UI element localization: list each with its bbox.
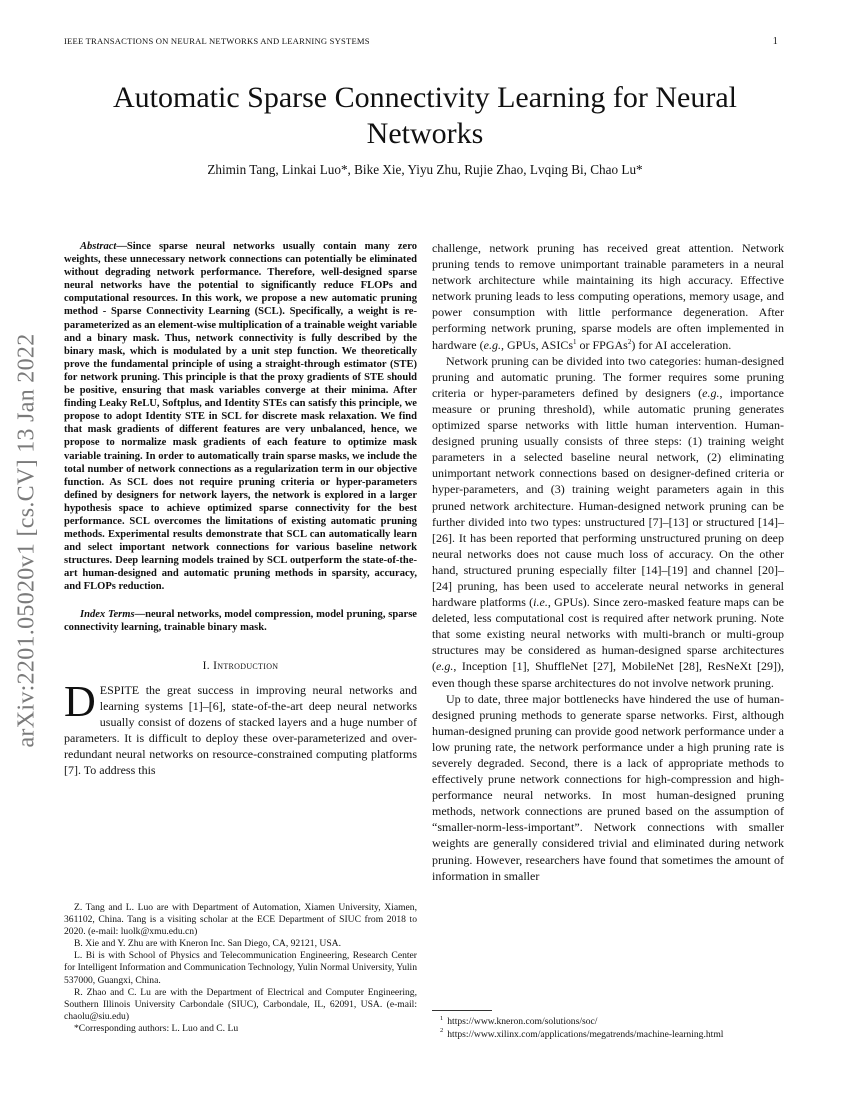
footnote-url: https://www.kneron.com/solutions/soc/ — [447, 1016, 598, 1027]
abbreviation-eg: e.g. — [436, 659, 454, 674]
footnote-mark: 1 — [440, 1014, 444, 1022]
abbreviation-eg: e.g. — [483, 337, 501, 352]
footnote-marker-1: 1 — [573, 337, 577, 346]
section-title-text: Introduction — [213, 659, 279, 672]
intro-paragraph-1-text: the great success in improving neural networks and learning systems [1]–[6], state-of-the-art deep neural networks usually consist of dozens of stacked layers and a huge number of parameters. It is difficult to deploy these over-parameterized and over-redundant neural networks on resource-constrained computing platforms [7]. To address this — [64, 682, 417, 778]
text-run: ) for AI acceleration. — [631, 337, 732, 352]
section-numeral: I. — [202, 659, 214, 672]
corresponding-author-note: *Corresponding authors: L. Luo and C. Lu — [74, 1022, 239, 1034]
paper-title: Automatic Sparse Connectivity Learning for Neural Networks — [113, 81, 737, 150]
affiliation-footnote: R. Zhao and C. Lu are with the Department of Electrical and Computer Engineering, Southern Illinois University Carbondale (SIUC), Carbondale, IL, 62091, USA. (e-mail: chaolu@siu.edu) — [64, 986, 417, 1022]
text-run: challenge, network pruning has received great attention. Network pruning tends to remove unimportant trainable parameters in a neural network architecture while maintaining its high accuracy. Effective network pruning leads to less computing operations, memory usage, and power consumption with little performance degeneration. After performing network pruning, sparse models are often implemented in hardware ( — [432, 241, 784, 352]
intro-paragraph-3: Up to date, three major bottlenecks have hindered the use of human-designed pruning methods to generate sparse networks. First, although human-designed pruning can provide good network performance under a low pruning rate, the network performance under a high pruning rate is severely degraded. Second, there is a lack of appropriate methods to effectively prune network connections for high-compression and high-performance neural networks. In most human-designed pruning methods, network connections are pruned based on the assumption of “smaller-norm-less-important”. Network connections with smaller weights are generally considered trivial and eliminated during network pruning. However, researchers have found that sometimes the amount of information in smaller — [432, 691, 784, 883]
affiliation-footnote: B. Xie and Y. Zhu are with Kneron Inc. San Diego, CA, 92121, USA. — [74, 938, 341, 950]
intro-paragraph-2 — [432, 353, 784, 691]
text-run: or FPGAs — [576, 337, 628, 352]
text-run: , importance measure or pruning threshold), while automatic pruning generates optimized sparse networks with little human intervention. Human-designed pruning usually consists of three steps: (1) training weight parameters in a selected baseline neural network, (2) eliminating unimportant network connections based on designer-defined criteria or hyper-parameters, and (3) training weight parameters again in this pruned network architecture. Human-designed network pruning can be further divided into two types: unstructured [7]–[13] or structured [14]–[26]. It has been reported that performing unstructured pruning on deep neural networks does not cause much loss of accuracy. On the other hand, structured pruning especially filter [14]–[19] and channel [20]–[24] pruning, has been used to accelerate neural networks in general hardware platforms ( — [432, 385, 785, 610]
intro-paragraph-1 — [64, 676, 417, 779]
footnote-rule — [432, 1010, 492, 1011]
abstract-text: —Since sparse neural networks usually contain many zero weights, these unnecessary network connections can potentially be eliminated without degrading network performance. Therefore, well-designed sparse neural networks have the potential to significantly reduce FLOPs and computational resources. In this work, we propose a new automatic pruning method - Sparse Connectivity Learning (SCL). Specifically, a weight is re-parameterized as an element-wise multiplication of a trainable weight variable and a binary mask. Thus, network connectivity is fully described by the binary mask, which is modulated by a unit step function. We theoretically prove the fundamental principle of using a straight-through estimator (STE) for network pruning. This principle is that the proxy gradients of STE should be positive, ensuring that mask variables converge at their minima. After finding Leaky ReLU, Softplus, and Identity STEs can satisfy this principle, we propose to adopt Identity STE in SCL for discrete mask relaxation. We find that mask gradients of different features are very unbalanced, hence, we propose to normalize mask gradients of each feature to optimize mask variable training. In order to automatically train sparse masks, we include the total number of network connections as a regularization term in our objective function. As SCL does not require pruning criteria or hyper-parameters defined by designers for network layers, the network is explored in a larger hypothesis space to achieve optimized sparse connectivity for the best performance. SCL overcomes the limitations of existing automatic pruning methods. Experimental results demonstrate that SCL can automatically learn and select important network connections for various baseline network structures. Deep learning models trained by SCL outperform the state-of-the-art human-designed and automatic pruning methods in sparsity, accuracy, and FLOPs reduction. — [64, 241, 417, 593]
footnote-2 — [432, 1029, 784, 1042]
index-terms — [64, 608, 417, 634]
left-column — [64, 240, 417, 778]
affiliation-footnote: L. Bi is with School of Physics and Telecommunication Engineering, Research Center for Intelligent Information and Communication Technology, Yulin Normal University, Yulin 537000, Guangxi, China. — [64, 950, 417, 986]
abstract-lead: Abstract — [80, 241, 117, 252]
affiliation-footnote: Z. Tang and L. Luo are with Department of Automation, Xiamen University, Xiamen, 361102, China. Tang is a visiting scholar at the ECE Department of SIUC from 2018 to 2020. (e-mail: luolk@xmu.edu.cn) — [64, 902, 417, 938]
text-run: Network pruning can be divided into two categories: human-designed pruning and automatic pruning. The former requires some pruning criteria or hyper-parameters defined by designers ( — [432, 353, 784, 400]
author-affiliation-footnotes — [64, 902, 417, 1035]
url-footnotes — [432, 1010, 784, 1041]
right-column — [432, 240, 784, 884]
abstract — [64, 240, 417, 594]
section-heading-introduction — [64, 660, 417, 672]
index-terms-lead: Index Terms — [80, 608, 135, 620]
footnote-1 — [432, 1016, 784, 1029]
abbreviation-ie: i.e. — [533, 595, 548, 610]
page-number: 1 — [772, 36, 778, 47]
footnote-marker-2: 2 — [627, 337, 632, 346]
footnote-url: https://www.xilinx.com/applications/megatrends/machine-learning.html — [447, 1028, 724, 1040]
abbreviation-eg: e.g. — [702, 385, 720, 400]
drop-cap: D — [64, 676, 96, 726]
author-list: Zhimin Tang, Linkai Luo*, Bike Xie, Yiyu Zhu, Rujie Zhao, Lvqing Bi, Chao Lu* — [207, 162, 643, 177]
arxiv-stamp — [4, 280, 50, 800]
text-run: , GPUs, ASICs — [500, 337, 573, 352]
journal-name: IEEE TRANSACTIONS ON NEURAL NETWORKS AND LEARNING SYSTEMS — [64, 36, 370, 46]
first-word: ESPITE — [99, 682, 140, 697]
footnote-mark: 2 — [440, 1027, 444, 1035]
index-terms-text: —neural networks, model compression, model pruning, sparse connectivity learning, trainable binary mask. — [64, 608, 417, 633]
text-run: , GPUs). Since zero-masked feature maps can be deleted, less computational cost is required after network pruning. Note that some existing neural networks with multi-branch or multi-group structures may be considered as human-designed sparse architectures ( — [432, 595, 784, 674]
text-run: , Inception [1], ShuffleNet [27], MobileNet [28], ResNeXt [29]), even though these sparse architectures do not involve network pruning. — [432, 659, 784, 690]
intro-paragraph-1-continued — [432, 240, 784, 353]
arxiv-stamp-text: arXiv:2201.05020v1 [cs.CV] 13 Jan 2022 — [13, 332, 40, 748]
running-head — [64, 36, 778, 48]
